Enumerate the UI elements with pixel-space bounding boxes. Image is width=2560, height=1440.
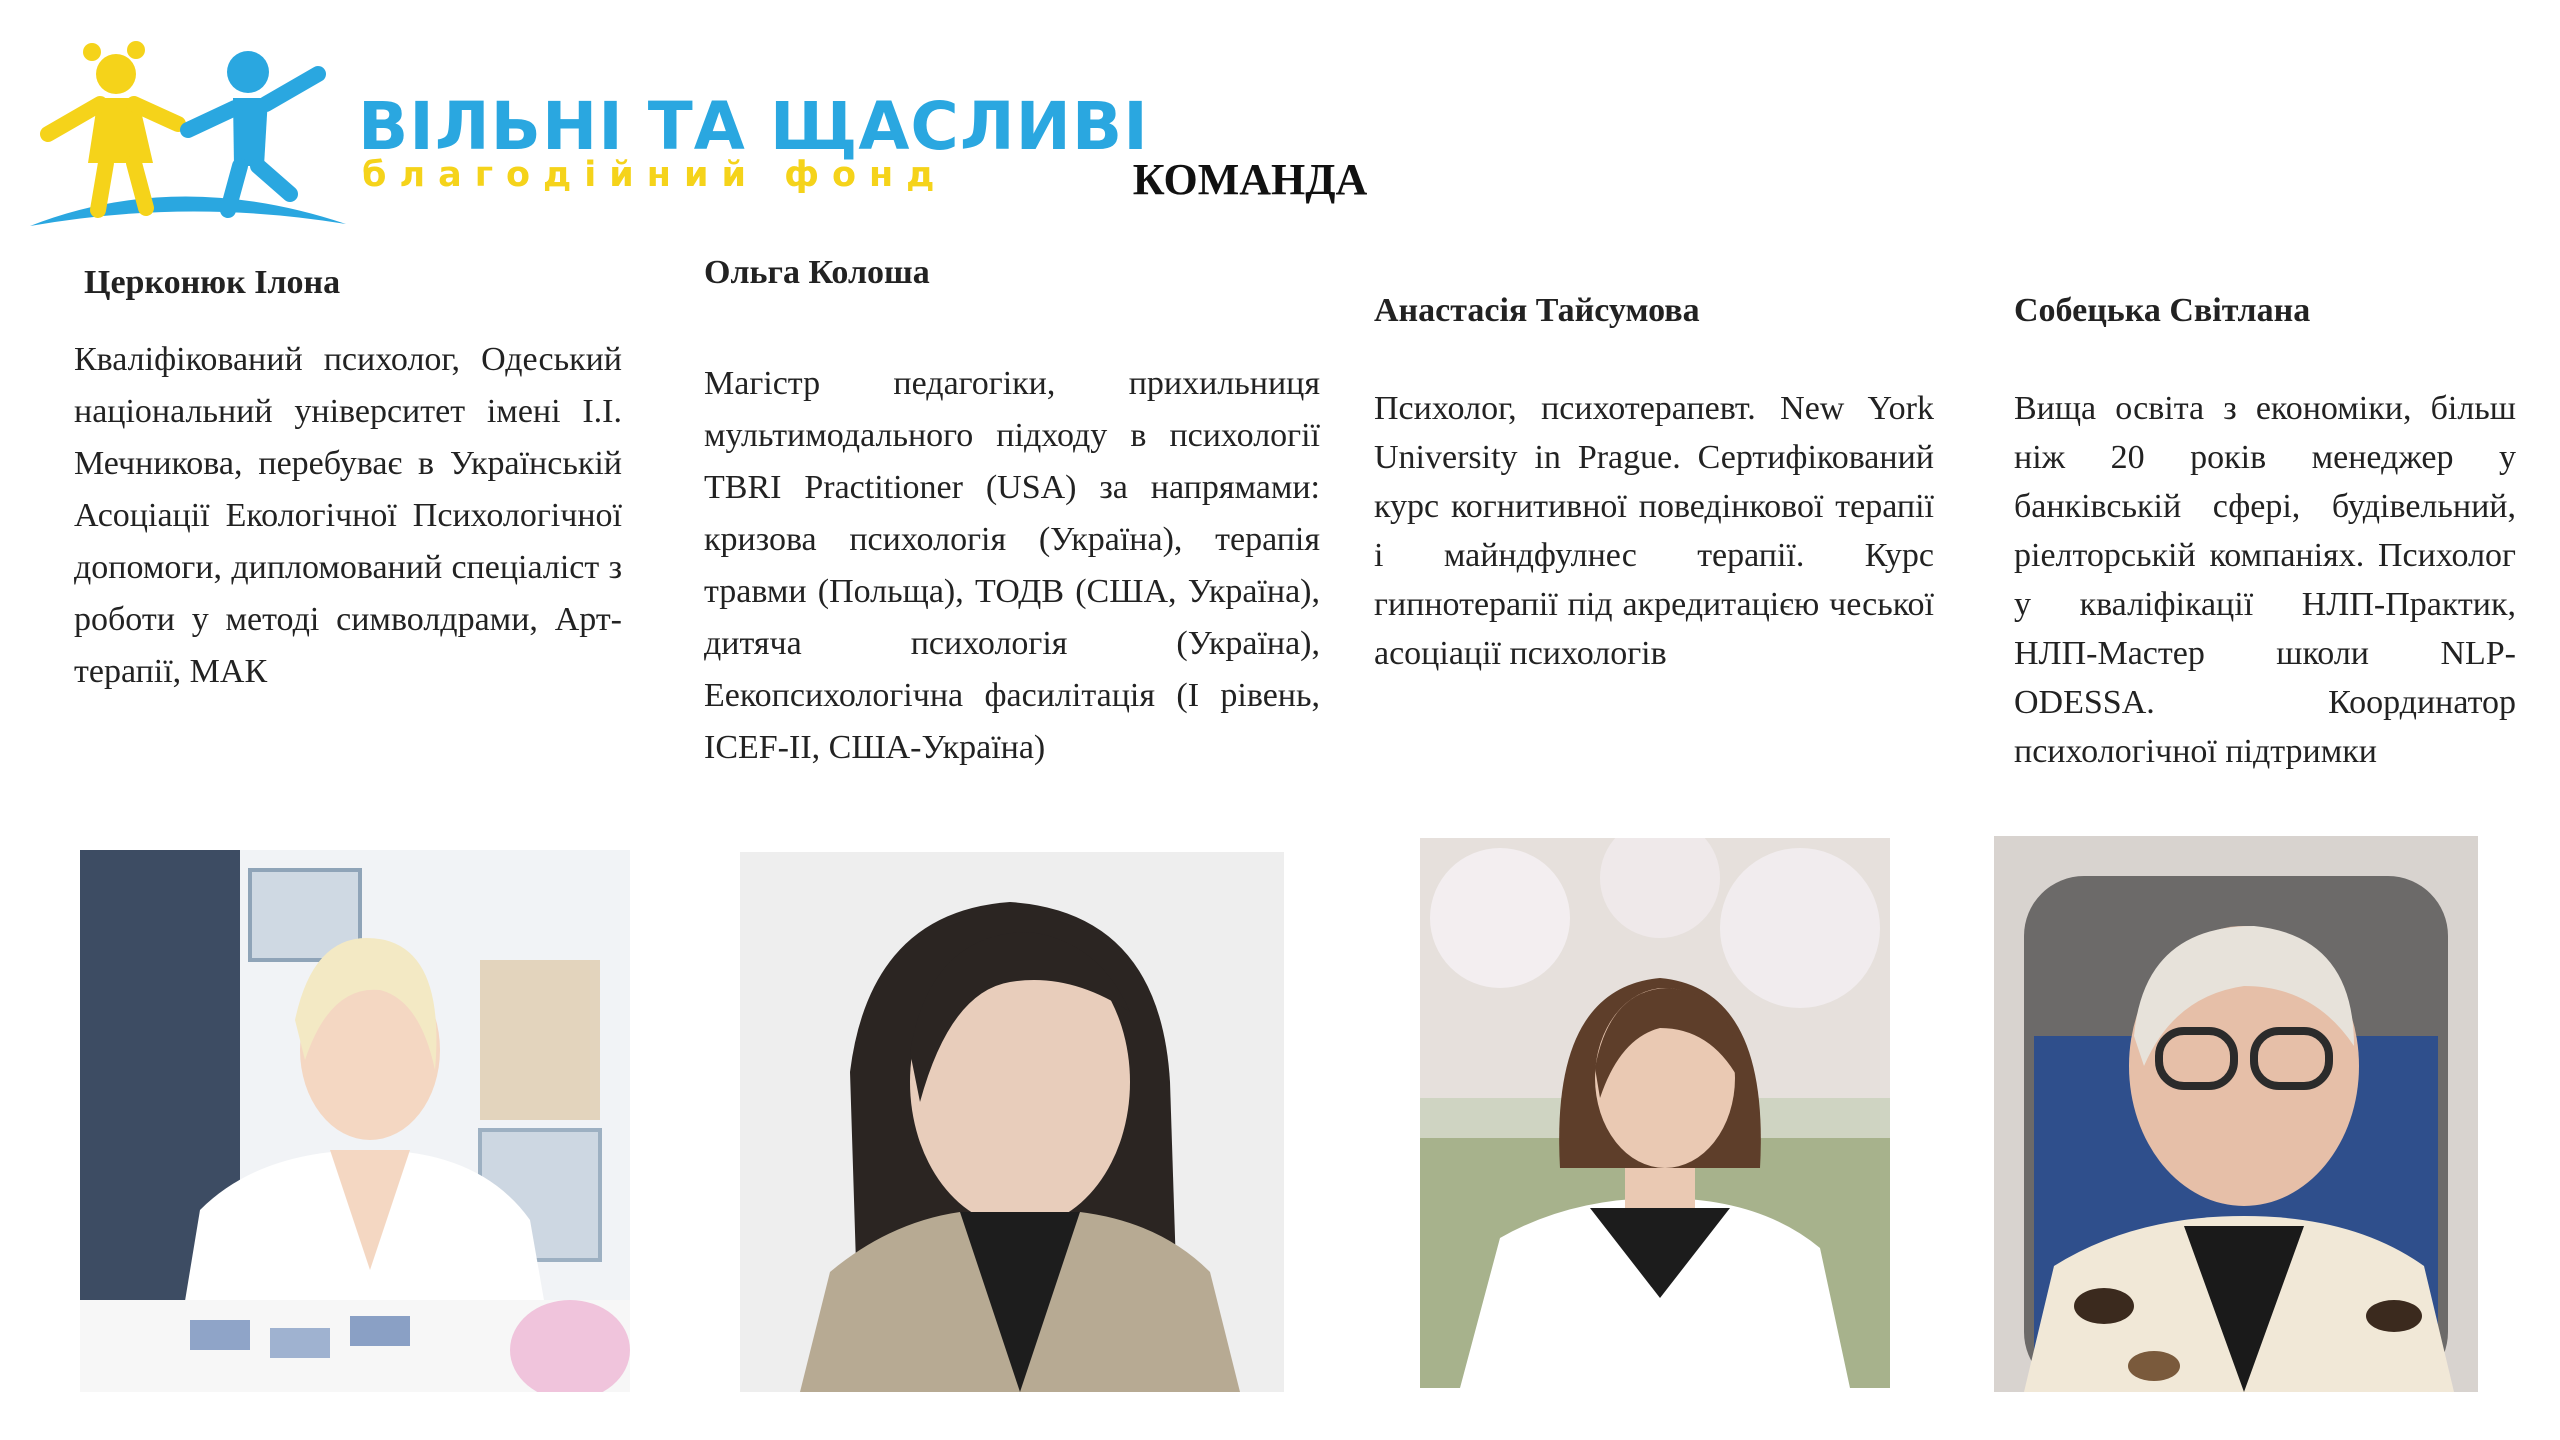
- portrait-photo-icon: [80, 850, 630, 1392]
- member-photo: [1420, 838, 1890, 1388]
- logo-subtitle: благодійний фонд: [362, 155, 948, 195]
- portrait-photo-icon: [1994, 836, 2478, 1392]
- member-photo: [80, 850, 630, 1392]
- portrait-photo-icon: [1420, 838, 1890, 1388]
- member-bio: Кваліфікований психолог, Одеський національний університет імені І.І. Мечникова, перебуває в Українській Асоціації Екологічної Психологічної допомоги, дипломований спеціаліст з роботи у методі символдрами, Арт-терапії, МАК: [74, 341, 622, 690]
- member-name: Собецька Світлана: [2014, 292, 2311, 329]
- foundation-logo: [28, 38, 1149, 238]
- children-logo-icon: [28, 38, 348, 238]
- member-bio: Вища освіта з економіки, більш ніж 20 років менеджер у банківській сфері, будівельний, ріелторській компаніях. Психолог у кваліфікації НЛП-Практик, НЛП-Мастер школи NLP-ODESSA. Координатор психологічної підтримки: [2014, 390, 2516, 770]
- member-name: Церконюк Ілона: [84, 264, 341, 301]
- logo-title: ВІЛЬНІ ТА ЩАСЛИВІ: [358, 88, 1149, 165]
- member-name: Ольга Колоша: [704, 254, 930, 291]
- page-title: КОМАНДА: [1132, 155, 1368, 204]
- member-bio: Магістр педагогіки, прихильниця мультимодального підходу в психології TBRI Practitioner (USA) за напрямами: кризова психологія (Україна), терапія травми (Польща), ТОДВ (США, Україна), дитяча психологія (Україна), Еекопсихологічна фасилітація (I рівень, ICEF-II, США-Україна): [704, 365, 1320, 766]
- member-bio: Психолог, психотерапевт. New York University in Prague. Сертифікований курс когнитивної поведінкової терапії і майндфулнес терапії. Курс гипнотерапії під акредитацією чеської асоціації психологів: [1374, 390, 1934, 672]
- member-photo: [1994, 836, 2478, 1392]
- member-name: Анастасія Тайсумова: [1374, 292, 1700, 329]
- portrait-photo-icon: [740, 852, 1284, 1392]
- member-photo: [740, 852, 1284, 1392]
